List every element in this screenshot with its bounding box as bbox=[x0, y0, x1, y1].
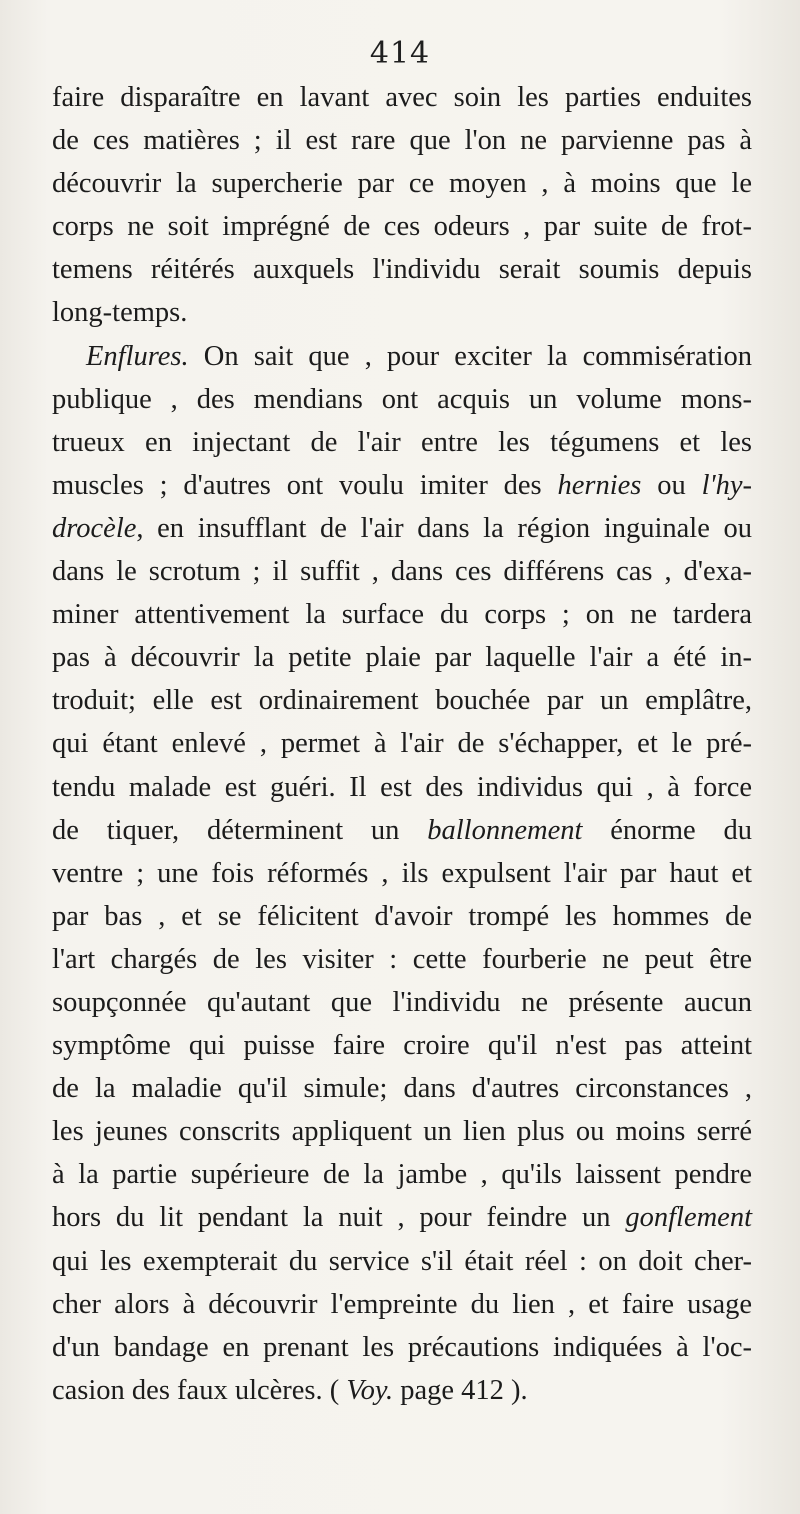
text-line bbox=[52, 852, 752, 895]
text-line bbox=[52, 1283, 752, 1326]
text-line bbox=[52, 550, 752, 593]
text-line bbox=[52, 1024, 752, 1067]
text-line bbox=[52, 722, 752, 765]
text-run: long-temps. bbox=[52, 297, 188, 329]
text-line bbox=[52, 335, 752, 378]
text-line bbox=[52, 1369, 752, 1412]
text-run: corps ne soit imprégné de ces odeurs , par suite de frot- bbox=[52, 211, 752, 243]
text-line bbox=[52, 1110, 752, 1153]
text-run: publique , des mendians ont acquis un volume mons- bbox=[52, 383, 752, 415]
italic-term: gonflement bbox=[625, 1202, 752, 1234]
text-line bbox=[52, 593, 752, 636]
text-run: casion des faux ulcères. ( bbox=[52, 1374, 347, 1406]
page-number: 414 bbox=[369, 36, 431, 71]
text-line bbox=[52, 1196, 752, 1239]
text-run: cher alors à découvrir l'empreinte du lien , et faire usage bbox=[52, 1288, 752, 1320]
text-run: à la partie supérieure de la jambe , qu'ils laissent pendre bbox=[52, 1159, 752, 1191]
text-line bbox=[52, 679, 752, 722]
text-run: faire disparaître en lavant avec soin les parties enduites bbox=[52, 82, 752, 113]
italic-term: Voy. bbox=[346, 1374, 394, 1406]
text-run: pas à découvrir la petite plaie par laquelle l'air a été in- bbox=[52, 642, 752, 674]
text-line bbox=[52, 162, 752, 205]
text-run: les jeunes conscrits appliquent un lien plus ou moins serré bbox=[52, 1116, 752, 1148]
text-run: d'un bandage en prenant les précautions indiquées à l'oc- bbox=[52, 1331, 752, 1363]
text-run: tendu malade est guéri. Il est des individus qui , à force bbox=[52, 771, 752, 803]
italic-term: drocèle bbox=[52, 512, 137, 544]
text-run: hors du lit pendant la nuit , pour feindre un bbox=[52, 1202, 626, 1234]
text-run: découvrir la supercherie par ce moyen , à moins que le bbox=[52, 168, 752, 200]
text-line bbox=[52, 938, 752, 981]
text-line bbox=[52, 809, 752, 852]
text-run: soupçonnée qu'autant que l'individu ne présente aucun bbox=[52, 986, 752, 1018]
text-run: temens réitérés auxquels l'individu serait soumis depuis bbox=[52, 254, 752, 286]
text-run: trueux en injectant de l'air entre les tégumens et les bbox=[52, 426, 752, 458]
text-run: l'art chargés de les visiter : cette fourberie ne peut être bbox=[52, 943, 752, 975]
text-line bbox=[52, 248, 752, 291]
text-run: de tiquer, déterminent un bbox=[52, 814, 428, 846]
text-line bbox=[52, 507, 752, 550]
text-run: page 412 ). bbox=[393, 1374, 528, 1406]
body-text bbox=[52, 76, 752, 1412]
text-line bbox=[52, 464, 752, 507]
text-line bbox=[52, 1067, 752, 1110]
text-line bbox=[52, 1153, 752, 1196]
text-line bbox=[52, 291, 752, 334]
text-run: ou bbox=[641, 469, 702, 501]
text-run: qui étant enlevé , permet à l'air de s'échapper, et le pré- bbox=[52, 728, 752, 760]
text-run: ventre ; une fois réformés , ils expulsent l'air par haut et bbox=[52, 857, 752, 889]
italic-term: ballonnement bbox=[427, 814, 583, 846]
text-run: symptôme qui puisse faire croire qu'il n'est pas atteint bbox=[52, 1030, 752, 1062]
text-run: énorme du bbox=[582, 814, 752, 846]
text-run: miner attentivement la surface du corps ; on ne tardera bbox=[52, 599, 752, 631]
text-run: de la maladie qu'il simule; dans d'autres circonstances , bbox=[52, 1073, 752, 1105]
text-run: de ces matières ; il est rare que l'on ne parvienne pas à bbox=[52, 125, 752, 157]
italic-term: Enflures. bbox=[86, 340, 189, 372]
text-line bbox=[52, 76, 752, 119]
text-line bbox=[52, 1240, 752, 1283]
italic-term: l'hy- bbox=[701, 469, 753, 501]
text-line bbox=[52, 981, 752, 1024]
text-line bbox=[52, 1326, 752, 1369]
text-line bbox=[52, 378, 752, 421]
text-run: dans le scrotum ; il suffit , dans ces différens cas , d'exa- bbox=[52, 556, 752, 588]
text-line bbox=[52, 895, 752, 938]
text-run: par bas , et se félicitent d'avoir trompé les hommes de bbox=[52, 900, 752, 932]
text-line bbox=[52, 421, 752, 464]
italic-term: hernies bbox=[557, 469, 642, 501]
text-run: muscles ; d'autres ont voulu imiter des bbox=[52, 469, 558, 501]
text-run: On sait que , pour exciter la commisération bbox=[188, 340, 752, 372]
text-run: , en insufflant de l'air dans la région inguinale ou bbox=[136, 512, 752, 544]
text-line bbox=[52, 119, 752, 162]
text-run: troduit; elle est ordinairement bouchée par un emplâtre, bbox=[52, 685, 752, 717]
text-line bbox=[52, 766, 752, 809]
text-run: qui les exempterait du service s'il était réel : on doit cher- bbox=[52, 1245, 752, 1277]
text-line bbox=[52, 205, 752, 248]
text-line bbox=[52, 636, 752, 679]
